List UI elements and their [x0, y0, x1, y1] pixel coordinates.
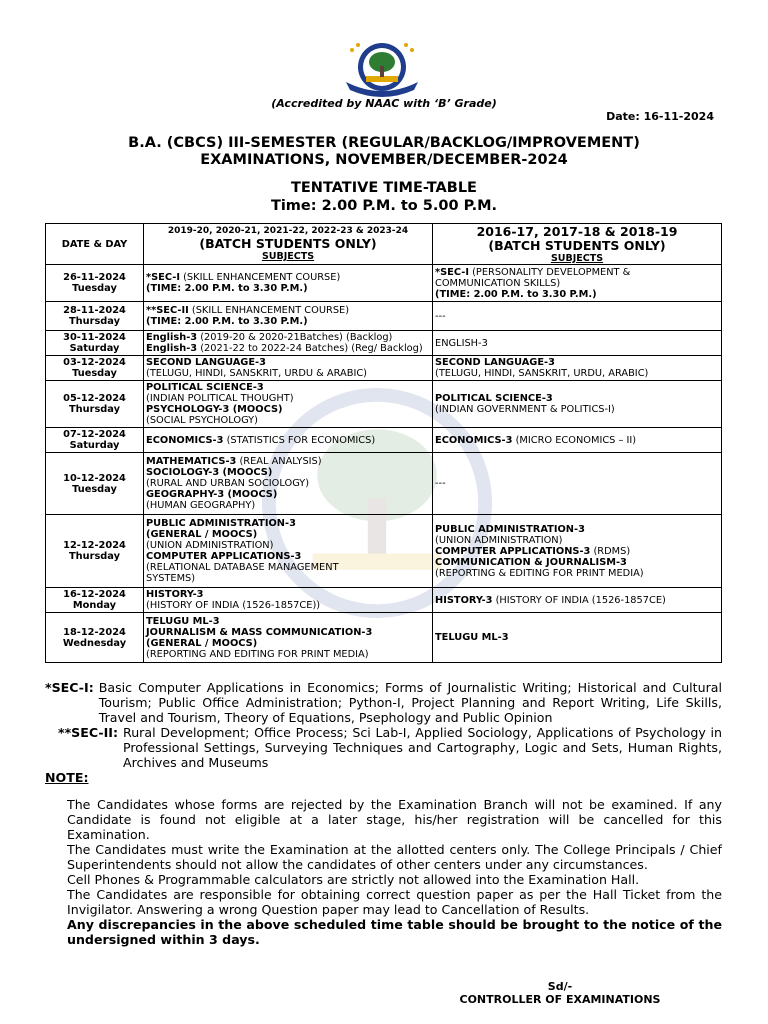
current-subject-text: English-3 [146, 332, 198, 343]
old-subject-text: (UNION ADMINISTRATION) [435, 534, 563, 546]
exam-day: Monday [72, 600, 117, 611]
exam-date: 10-12-2024 [63, 472, 126, 484]
date-day-cell [46, 515, 144, 588]
current-batch-subject-cell [144, 453, 433, 515]
current-subject-text: MATHEMATICS-3 [146, 456, 237, 467]
date-day-cell [46, 302, 144, 331]
current-subject-text: (2019-20 & 2020-21Batches) (Backlog) [197, 332, 393, 343]
current-batch-subject-cell [144, 588, 433, 613]
table-header-row [46, 224, 722, 265]
old-subject-text: (PERSONALITY DEVELOPMENT & [469, 266, 631, 278]
current-subject-text: POLITICAL SCIENCE-3 [146, 382, 264, 393]
exam-day: Tuesday [72, 283, 117, 294]
date-day-cell [46, 613, 144, 663]
exam-date: 07-12-2024 [63, 429, 126, 440]
current-subject-text: GEOGRAPHY-3 (MOOCS) [146, 489, 278, 500]
old-batch-subject-cell [433, 381, 722, 428]
old-subject-text: ENGLISH-3 [435, 337, 488, 349]
exam-date: 12-12-2024 [63, 540, 126, 551]
exam-date: 28-11-2024 [63, 305, 126, 316]
table-row [46, 613, 722, 663]
current-subject-text: (HISTORY OF INDIA (1526-1857CE)) [146, 600, 321, 611]
current-batch-subject-cell [144, 356, 433, 381]
sec-1-text: Basic Computer Applications in Economics; Forms of Journalistic Writing; Historical and Cultural Tourism; Public Office Administration; Python-I, Project Planning and Report Writing, Life Skills, Travel and Tourism, Theory of Equations, Psephology and Public Opinion [98, 680, 722, 725]
current-batch-subject-cell [144, 302, 433, 331]
exam-day: Tuesday [72, 483, 117, 495]
exam-date: 18-12-2024 [63, 626, 126, 638]
current-batch-subject-cell [144, 613, 433, 663]
timetable-time: Time: 2.00 P.M. to 5.00 P.M. [270, 198, 498, 214]
sec-2-text: Rural Development; Office Process; Sci Lab-I, Applied Sociology, Applications of Psychology in Professional Settings, Surveying Techniques and Cartography, Logic and Sets, Human Rights, Archives and Museums [123, 725, 722, 770]
table-row [46, 265, 722, 302]
current-subject-text: HISTORY-3 [146, 589, 204, 600]
old-subject-text: --- [435, 478, 446, 489]
old-subject-text: --- [435, 310, 446, 322]
old-subject-text: PUBLIC ADMINISTRATION-3 [435, 523, 585, 535]
current-subject-text: *SEC-I [146, 272, 180, 283]
old-subject-text: (MICRO ECONOMICS – II) [512, 434, 637, 446]
signature-title: CONTROLLER OF EXAMINATIONS [459, 993, 661, 1006]
table-row [46, 588, 722, 613]
issue-date: Date: 16-11-2024 [606, 110, 714, 123]
old-batch-subject-cell [433, 588, 722, 613]
current-subject-text: (REAL ANALYSIS) [236, 456, 322, 467]
old-batch-subject-cell [433, 356, 722, 381]
exam-day: Wednesday [62, 637, 127, 649]
old-subject-text: TELUGU ML-3 [435, 632, 509, 643]
current-batch-subject-cell [144, 381, 433, 428]
current-subject-text: PSYCHOLOGY-3 (MOOCS) [146, 404, 283, 415]
sec-1-footnote [45, 680, 722, 725]
header-current-batches [144, 224, 433, 265]
header-date-day: DATE & DAY [46, 224, 144, 265]
current-subject-text: TELUGU ML-3 [146, 615, 220, 627]
exam-day: Tuesday [72, 368, 117, 379]
date-day-cell [46, 453, 144, 515]
current-batch-years: 2019-20, 2020-21, 2021-22, 2022-23 & 2023-24 [167, 226, 409, 236]
current-subject-text: (SKILL ENHANCEMENT COURSE) [188, 305, 350, 316]
table-row [46, 356, 722, 381]
current-subjects-label: SUBJECTS [261, 251, 315, 262]
exam-date: 16-12-2024 [63, 589, 126, 600]
old-subject-text: (HISTORY OF INDIA (1526-1857CE) [492, 594, 666, 606]
sec-1-key: *SEC-I: [45, 680, 94, 695]
current-subject-text: (TIME: 2.00 P.M. to 3.30 P.M.) [146, 316, 308, 327]
date-day-cell [46, 356, 144, 381]
old-subject-text: ECONOMICS-3 [435, 434, 513, 446]
old-batch-subject-cell [433, 331, 722, 356]
old-batch-subject-cell [433, 515, 722, 588]
current-subject-text: (INDIAN POLITICAL THOUGHT) [146, 393, 294, 404]
old-subject-text: *SEC-I [435, 266, 469, 278]
note-paragraph-1: The Candidates whose forms are rejected by the Examination Branch will not be examined. If any Candidate is found not eligible at a later stage, his/her registration will be cancelled for this Examination. [67, 797, 722, 842]
old-batch-subject-cell [433, 302, 722, 331]
exam-date: 03-12-2024 [63, 357, 126, 368]
table-row [46, 428, 722, 453]
exam-date: 05-12-2024 [63, 393, 126, 404]
old-batch-years: 2016-17, 2017-18 & 2018-19 [476, 223, 678, 239]
current-subject-text: (SOCIAL PSYCHOLOGY) [146, 415, 258, 426]
old-batch-subject-cell [433, 453, 722, 515]
current-subject-text: COMPUTER APPLICATIONS-3 [146, 551, 302, 562]
old-subject-text: POLITICAL SCIENCE-3 [435, 393, 553, 404]
date-day-cell [46, 265, 144, 302]
exam-title-line-1: B.A. (CBCS) III-SEMESTER (REGULAR/BACKLOG/IMPROVEMENT) [128, 135, 640, 151]
sec-2-key: **SEC-II: [58, 725, 119, 740]
current-subject-text: (HUMAN GEOGRAPHY) [146, 500, 256, 511]
current-subject-text: SYSTEMS) [146, 573, 196, 584]
current-subject-text: (UNION ADMINISTRATION) [146, 540, 274, 551]
signature-sd: Sd/- [547, 980, 573, 993]
current-subject-text: (STATISTICS FOR ECONOMICS) [223, 434, 376, 446]
current-batch-only: (BATCH STUDENTS ONLY) [199, 236, 377, 251]
exam-day: Thursday [68, 404, 120, 415]
current-subject-text: **SEC-II [146, 305, 189, 316]
current-subject-text: SECOND LANGUAGE-3 [146, 357, 266, 368]
exam-title [0, 135, 768, 169]
table-row [46, 453, 722, 515]
accreditation-text: (Accredited by NAAC with ‘B’ Grade) [271, 97, 497, 110]
old-subject-text: (RDMS) [590, 545, 631, 557]
exam-title-line-2: EXAMINATIONS, NOVEMBER/DECEMBER-2024 [200, 152, 568, 168]
current-subject-text: (RURAL AND URBAN SOCIOLOGY) [146, 478, 310, 489]
old-subject-text: COMMUNICATION SKILLS) [435, 277, 561, 289]
note-body [45, 797, 722, 947]
old-subjects-label: SUBJECTS [550, 252, 604, 264]
old-subject-text: (TIME: 2.00 P.M. to 3.30 P.M.) [435, 288, 597, 300]
current-subject-text: JOURNALISM & MASS COMMUNICATION-3 [146, 626, 373, 638]
note-heading: NOTE: [45, 770, 89, 785]
old-batch-subject-cell [433, 265, 722, 302]
exam-day: Saturday [69, 343, 120, 354]
current-batch-subject-cell [144, 331, 433, 356]
exam-day: Thursday [68, 316, 120, 327]
current-subject-text: SOCIOLOGY-3 (MOOCS) [146, 467, 273, 478]
old-batch-subject-cell [433, 613, 722, 663]
current-subject-text: ECONOMICS-3 [146, 434, 224, 446]
current-subject-text: (GENERAL / MOOCS) [146, 529, 258, 540]
timetable-title: TENTATIVE TIME-TABLE [291, 180, 477, 196]
university-logo [340, 40, 424, 98]
note-paragraph-2: The Candidates must write the Examination at the allotted centers only. The College Principals / Chief Superintendents should not allow the candidates of other centers under any circumstances. [67, 842, 722, 872]
current-subject-text: (RELATIONAL DATABASE MANAGEMENT [146, 562, 339, 573]
old-batch-subject-cell [433, 428, 722, 453]
note-paragraph-3: Cell Phones & Programmable calculators are strictly not allowed into the Examination Hall. [67, 872, 640, 887]
exam-date: 26-11-2024 [63, 272, 126, 283]
current-subject-text: (TIME: 2.00 P.M. to 3.30 P.M.) [146, 283, 308, 294]
current-subject-text: (GENERAL / MOOCS) [146, 637, 258, 649]
current-subject-text: PUBLIC ADMINISTRATION-3 [146, 518, 296, 529]
notes-section [45, 680, 722, 947]
header-old-batches [433, 224, 722, 265]
old-subject-text: (REPORTING & EDITING FOR PRINT MEDIA) [435, 567, 644, 579]
current-subject-text: (REPORTING AND EDITING FOR PRINT MEDIA) [146, 648, 369, 660]
timetable-heading [0, 179, 768, 215]
current-batch-subject-cell [144, 515, 433, 588]
old-subject-text: (TELUGU, HINDI, SANSKRIT, URDU, ARABIC) [435, 368, 649, 379]
sec-2-footnote [45, 725, 722, 770]
exam-day: Saturday [69, 440, 120, 451]
current-subject-text: (2021-22 to 2022-24 Batches) (Reg/ Backlog) [197, 343, 423, 354]
old-subject-text: COMPUTER APPLICATIONS-3 [435, 545, 591, 557]
current-subject-text: (TELUGU, HINDI, SANSKRIT, URDU & ARABIC) [146, 368, 368, 379]
current-batch-subject-cell [144, 265, 433, 302]
date-day-cell [46, 331, 144, 356]
table-row [46, 302, 722, 331]
table-row [46, 515, 722, 588]
old-subject-text: SECOND LANGUAGE-3 [435, 357, 555, 368]
date-day-cell [46, 428, 144, 453]
exam-day: Thursday [68, 551, 120, 562]
date-day-cell [46, 588, 144, 613]
table-row [46, 381, 722, 428]
exam-date: 30-11-2024 [63, 332, 126, 343]
timetable-table [45, 223, 722, 663]
current-subject-text: English-3 [146, 343, 198, 354]
note-paragraph-4: The Candidates are responsible for obtaining correct question paper as per the Hall Ticket from the Invigilator. Answering a wrong Question paper may lead to Cancellation of Results. [67, 887, 722, 917]
date-day-cell [46, 381, 144, 428]
old-subject-text: (INDIAN GOVERNMENT & POLITICS-I) [435, 404, 615, 415]
current-batch-subject-cell [144, 428, 433, 453]
note-paragraph-5: Any discrepancies in the above scheduled time table should be brought to the notice of the undersigned within 3 days. [67, 917, 722, 947]
old-batch-only: (BATCH STUDENTS ONLY) [488, 237, 666, 253]
current-subject-text: (SKILL ENHANCEMENT COURSE) [180, 272, 341, 283]
table-row [46, 331, 722, 356]
old-subject-text: HISTORY-3 [435, 594, 493, 606]
old-subject-text: COMMUNICATION & JOURNALISM-3 [435, 556, 627, 568]
